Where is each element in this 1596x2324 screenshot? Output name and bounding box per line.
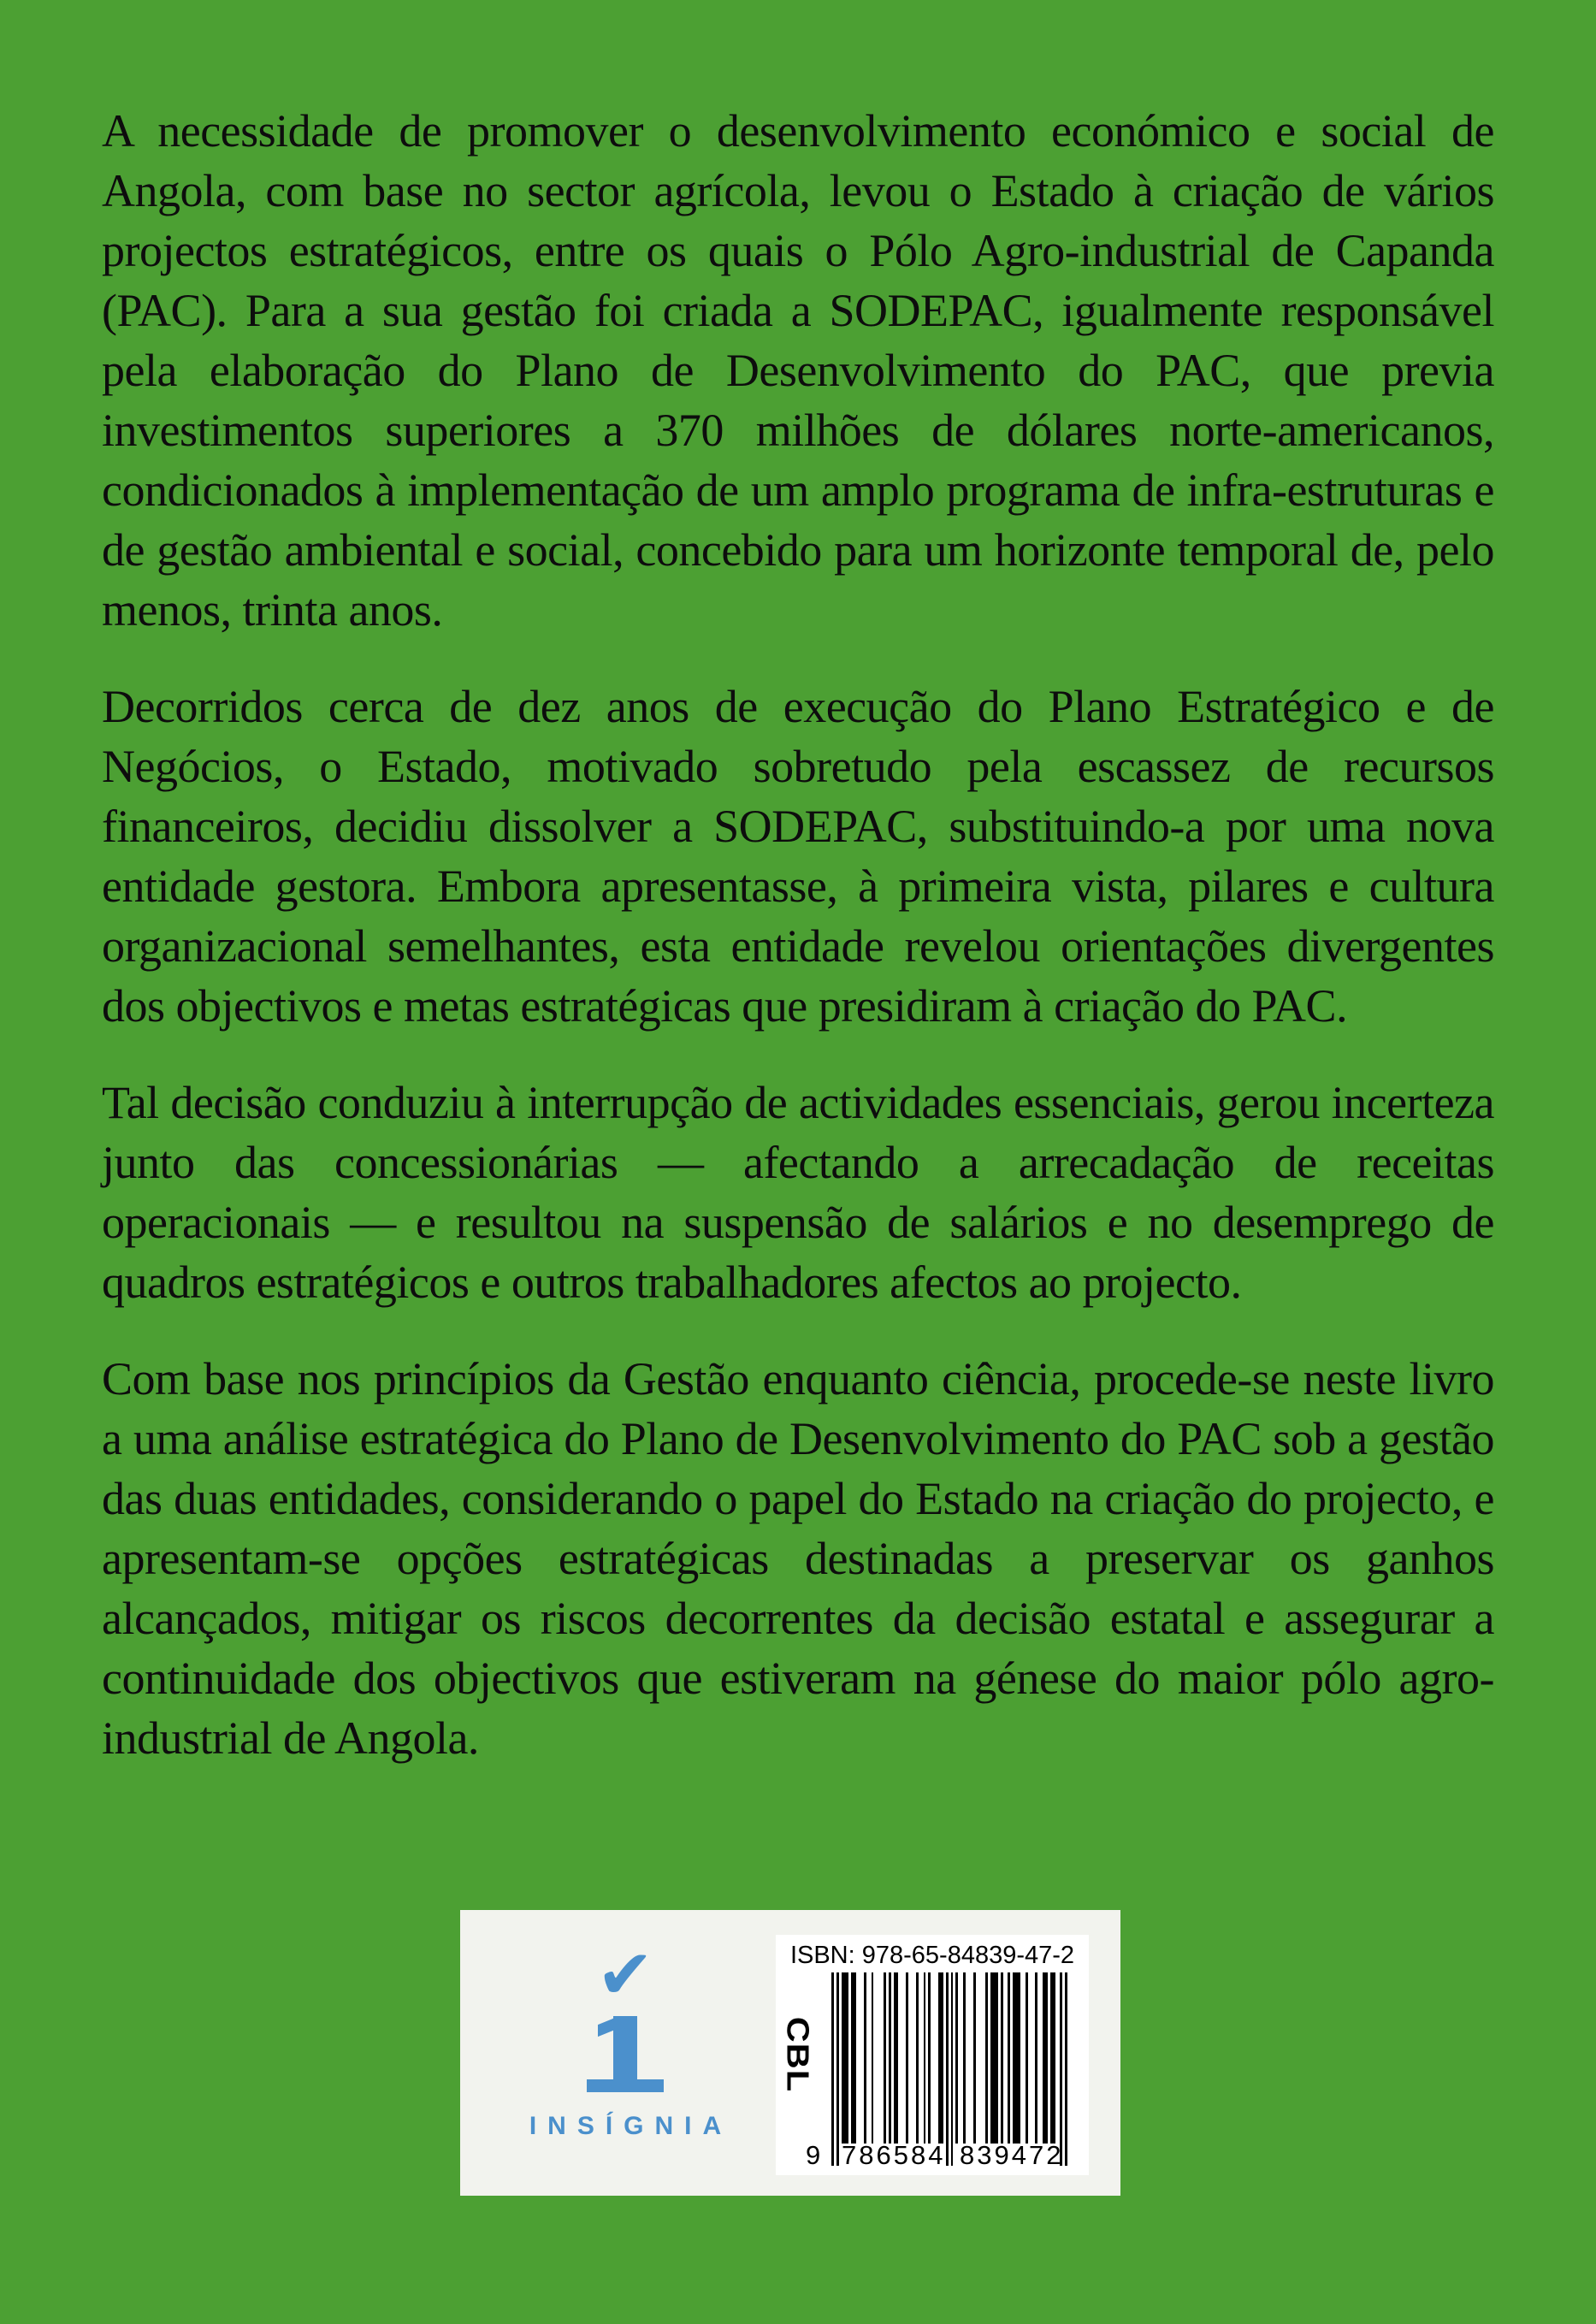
- barcode-digits: [806, 2141, 1071, 2172]
- check-icon: ✔: [596, 1935, 654, 2014]
- barcode-digits-group2: 839472: [960, 2140, 1064, 2170]
- logo-i-bottom-serif: [587, 2079, 664, 2092]
- paragraph: Tal decisão conduziu à interrupção de actividades essenciais, gerou incerteza junto das concessionárias — afectando a arrecadação de receitas operacionais — e resultou na suspensão de salários e no desemprego de quadros estratégicos e outros trabalhadores afectos ao projecto.: [102, 1077, 1494, 1308]
- paragraph: Decorridos cerca de dez anos de execução do Plano Estratégico e de Negócios, o Estado, motivado sobretudo pela escassez de recursos financeiros, decidiu dissolver a SODEPAC, substituindo-a por uma nova entidade gestora. Embora apresentasse, à primeira vista, pilares e cultura organizacional semelhantes, esta entidade revelou orientações divergentes dos objectivos e metas estratégicas que presidiram à criação do PAC.: [102, 681, 1494, 1032]
- isbn-panel: [776, 1935, 1089, 2175]
- barcode-digit-lead: 9: [806, 2140, 821, 2170]
- barcode-digits-group1: 786584: [842, 2140, 946, 2170]
- logo-i-stem: [613, 2016, 637, 2081]
- ean13-barcode: [831, 1972, 1068, 2166]
- publisher-name: INSÍGNIA: [529, 2112, 733, 2140]
- cbl-mark: [774, 2017, 820, 2092]
- blurb-text: [102, 101, 1494, 1805]
- cbl-label: CBL: [780, 2016, 815, 2093]
- publisher-isbn-box: [460, 1910, 1120, 2196]
- isbn-number: ISBN: 978-65-84839-47-2: [789, 1942, 1075, 1969]
- logo-i-top-serif: [598, 2018, 615, 2037]
- publisher-logo: [488, 1910, 762, 2196]
- paragraph: Com base nos princípios da Gestão enquanto ciência, procede-se neste livro a uma análise estratégica do Plano de Desenvolvimento do PAC sob a gestão das duas entidades, considerando o papel do Estado na criação do projecto, e apresentam-se opções estratégicas destinadas a preservar os ganhos alcançados, mitigar os riscos decorrentes da decisão estatal e assegurar a continuidade dos objectivos que estiveram na génese do maior pólo agro-industrial de Angola.: [102, 1353, 1494, 1764]
- paragraph: A necessidade de promover o desenvolvimento económico e social de Angola, com base no sector agrícola, levou o Estado à criação de vários projectos estratégicos, entre os quais o Pólo Agro-industrial de Capanda (PAC). Para a sua gestão foi criada a SODEPAC, igualmente responsável pela elaboração do Plano de Desenvolvimento do PAC, que previa investimentos superiores a 370 milhões de dólares norte-americanos, condicionados à implementação de um amplo programa de infra-estruturas e de gestão ambiental e social, concebido para um horizonte temporal de, pelo menos, trinta anos.: [102, 105, 1494, 636]
